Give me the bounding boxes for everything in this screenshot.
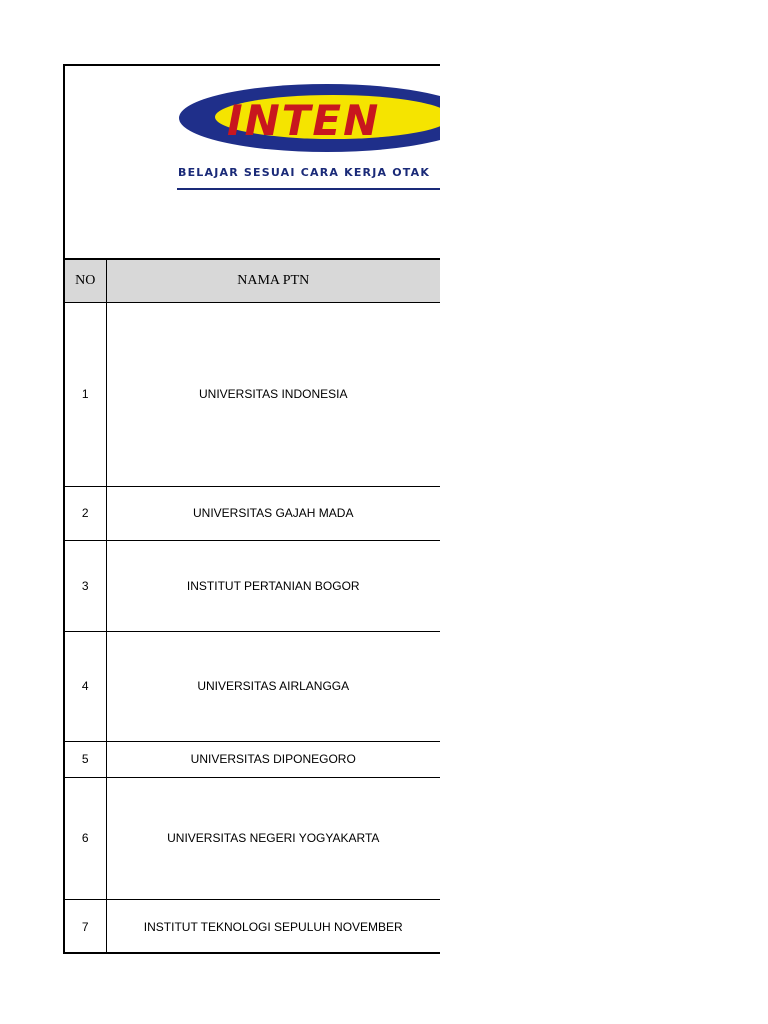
university-name: INSTITUT PERTANIAN BOGOR xyxy=(106,540,440,631)
inten-logo-graphic xyxy=(175,80,440,200)
university-name: INSTITUT TEKNOLOGI SEPULUH NOVEMBER xyxy=(106,899,440,954)
table-row xyxy=(65,899,440,954)
table-row xyxy=(65,777,440,899)
row-number: 2 xyxy=(65,486,106,540)
row-number: 5 xyxy=(65,741,106,777)
table-row xyxy=(65,302,440,486)
row-number: 7 xyxy=(65,899,106,954)
header-no: NO xyxy=(65,260,106,302)
row-number: 6 xyxy=(65,777,106,899)
logo-tagline: BELAJAR SESUAI CARA KERJA OTAK xyxy=(178,166,431,179)
university-name: UNIVERSITAS AIRLANGGA xyxy=(106,631,440,741)
university-name: UNIVERSITAS GAJAH MADA xyxy=(106,486,440,540)
spreadsheet-page xyxy=(63,64,440,954)
table-row xyxy=(65,631,440,741)
header-nama-ptn: NAMA PTN xyxy=(106,260,440,302)
university-name: UNIVERSITAS DIPONEGORO xyxy=(106,741,440,777)
table-row xyxy=(65,741,440,777)
row-number: 1 xyxy=(65,302,106,486)
tagline-underline xyxy=(177,188,440,190)
table-header-row xyxy=(65,260,440,302)
university-name: UNIVERSITAS INDONESIA xyxy=(106,302,440,486)
logo-brand-text: INTEN xyxy=(227,96,381,145)
inten-logo xyxy=(175,80,440,200)
row-number: 3 xyxy=(65,540,106,631)
university-name: UNIVERSITAS NEGERI YOGYAKARTA xyxy=(106,777,440,899)
table-row xyxy=(65,540,440,631)
logo-header xyxy=(65,66,440,260)
table-row xyxy=(65,486,440,540)
ptn-table xyxy=(65,260,440,954)
row-number: 4 xyxy=(65,631,106,741)
